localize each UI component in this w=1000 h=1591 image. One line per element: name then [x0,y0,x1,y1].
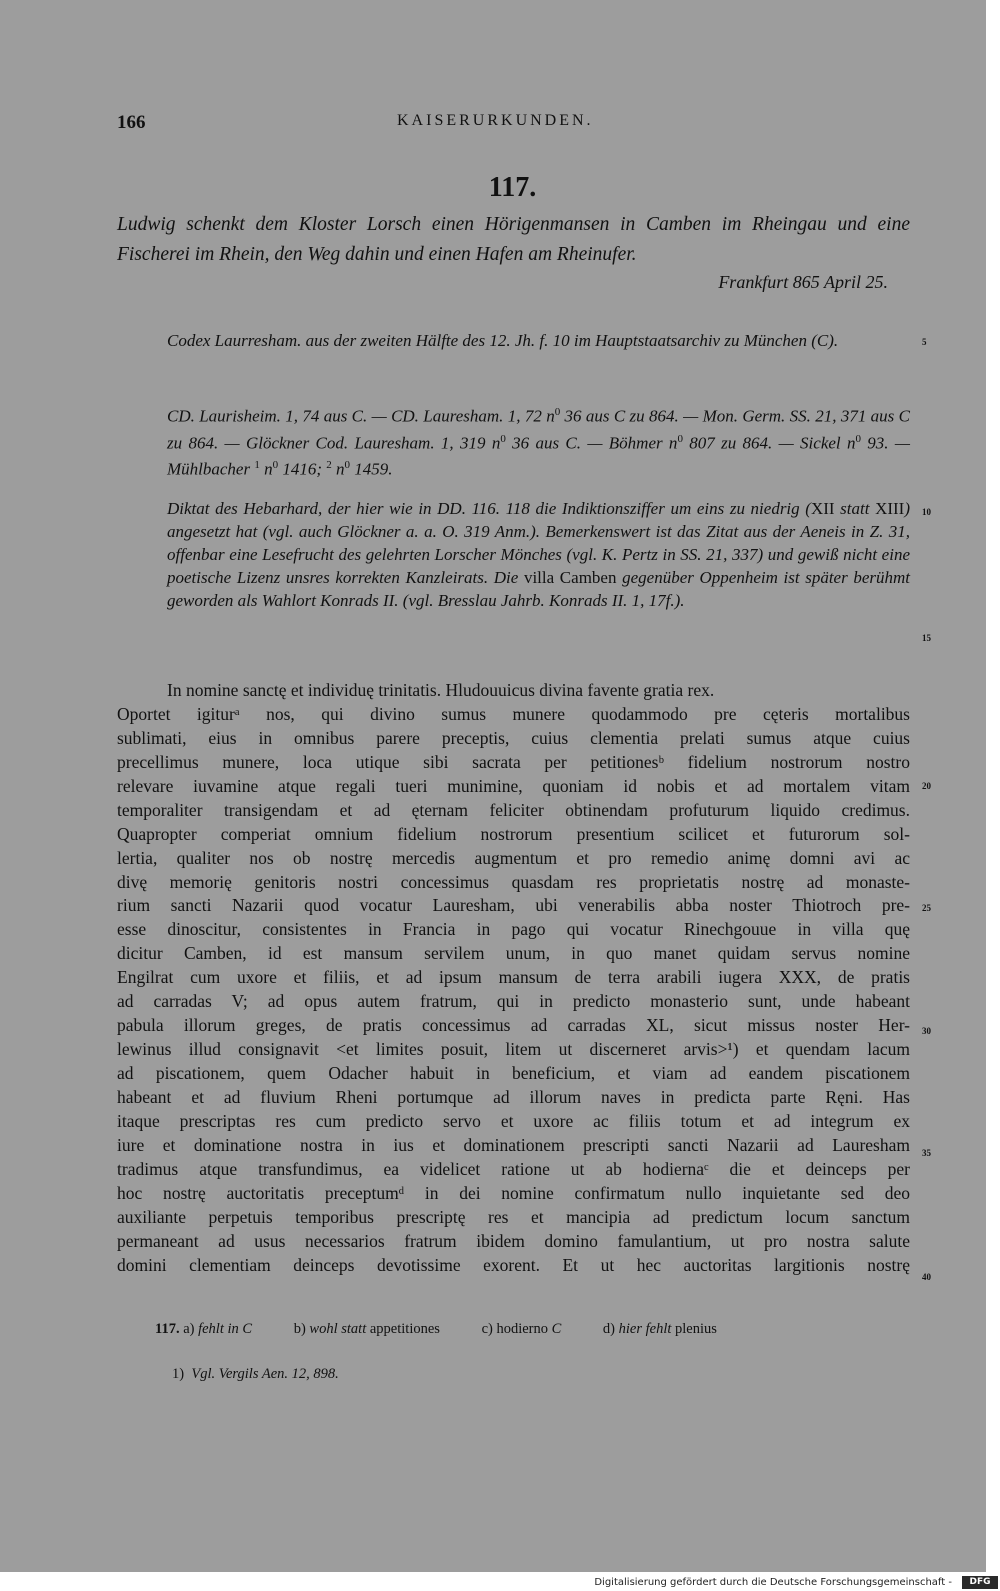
text-line: sublimati, eius in omnibus parere preceptis, cuius clementia prelati sumus atque cuius [117,727,910,748]
margin-line-number: 10 [922,507,931,517]
critical-apparatus [155,1321,755,1338]
remarks-note: Diktat des Hebarhard, der hier wie in DD. 116. 118 die Indiktionsziffer um eins zu niedrig (XII statt XIII) angesetzt hat (vgl. auch Glöckner a. a. O. 319 Anm.). Bemerkenswert ist das Zitat aus der Aeneis in Z. 31, offenbar eine Lesefrucht des gelehrten Lorscher Mönches (vgl. K. Pertz in SS. 21, 337) und gewiß nicht eine poetische Lizenz unsres korrekten Kanzleirats. Die villa Camben gegenüber Oppenheim ist später berühmt geworden als Wahlort Konrads II. (vgl. Bresslau Jahrb. Konrads II. 1, 17f.). [167,499,911,610]
text-line: rium sancti Nazarii quod vocatur Lauresham, ubi venerabilis abba noster Thiotroch pre- [117,895,910,916]
text-line: ad carradas V; ad opus autem fratrum, qui in predicto monasterio sunt, unde habeant [117,991,910,1012]
text-line: Quapropter comperiat omnium fidelium nostrorum presentium scilicet et futurorum sol- [117,823,910,844]
text-line: ad piscationem, quem Odacher habuit in beneficium, et viam ad eandem piscationem [117,1063,910,1083]
charter-text [117,679,910,1277]
text-line: hoc nostrę auctoritatis preceptumᵈ in dei nomine confirmatum nullo inquietante sed deo [117,1182,910,1203]
text-line: permaneant ad usus necessarios fratrum ibidem domino famulantium, ut pro nostra salute [117,1230,910,1251]
text-line: divę memorię genitoris nostri concessimus quasdam res proprietatis nostrę ad monaste- [117,871,910,892]
text-line: domini clementiam deinceps devotissime exorent. Et ut hec auctoritas largitionis nostrę [117,1254,910,1275]
regest: Ludwig schenkt dem Kloster Lorsch einen Hörigenmansen in Camben im Rheingau und eine Fischerei im Rhein, den Weg dahin und einen Hafen am Rheinufer. [117,214,910,265]
text-line: esse dinoscitur, consistentes in Francia in pago qui vocatur Rinechgouue in villa quę [117,919,910,940]
text-line: auxiliante perpetuis temporibus prescriptę res et mancipia ad predictum locum sanctum [117,1206,910,1227]
footnote: 1) Vgl. Vergils Aen. 12, 898. [172,1366,339,1382]
dfg-logo: DFG [962,1576,998,1589]
apparatus-item-c: c) hodierno C [481,1321,562,1337]
document-number: 117. [488,172,537,203]
margin-line-number: 35 [922,1148,931,1158]
text-line: lertia, qualiter nos ob nostrę mercedis augmentum et pro remedio animę domni avi ac [117,847,910,868]
text-line: iure et dominatione nostra in ius et dominationem prescripti sancti Nazarii ad Lauresham [117,1134,910,1155]
tradition-note: Codex Laurresham. aus der zweiten Hälfte des 12. Jh. f. 10 im Hauptstaatsarchiv zu München (C). [167,331,839,350]
text-line: Engilrat cum uxore et filiis, et ad ipsum mansum de terra arabili iugera XXX, de pratis [117,967,910,988]
running-title: KAISERURKUNDEN. [397,112,594,129]
apparatus-item-b: b) wohl statt appetitiones [293,1321,440,1337]
margin-line-number: 5 [922,337,927,347]
text-line: lewinus illud consignavit <et limites posuit, litem ut discerneret arvis>¹) et quendam lacum [117,1039,910,1060]
margin-line-number: 15 [922,633,931,643]
text-line: temporaliter transigendam et ad ęternam feliciter obtinendam profuturum liquido credimus. [117,799,910,820]
apparatus-item-a: 117. a) fehlt in C [155,1321,253,1337]
margin-line-number: 25 [922,903,931,913]
text-line: itaque prescriptas res cum predicto servo et uxore ac filiis totum et ad integrum ex [117,1110,910,1131]
text-line: dicitur Camben, id est mansum servilem unum, in quo manet quidam servus nomine [117,943,910,964]
text-line: habeant et ad fluvium Rheni portumque ad illorum naves in predicta parte Ręni. Has [117,1086,910,1107]
prints-note: CD. Laurisheim. 1, 74 aus C. — CD. Lauresham. 1, 72 $n^0$ 36 aus C zu 864. — Mon. Germ. SS. 21, 371 aus C zu 864. — Glöckner Cod. Lauresham. 1, 319 $n^0$ 36 aus C. — Böhmer $n^0$ 807 zu 864. — Sickel $n^0$ 93. — Mühlbacher $^1$ $n^0$ 1416; $^2$ $n^0$ 1459. [167,406,910,479]
apparatus-item-d: d) hier fehlt plenius [602,1321,717,1337]
date-line: Frankfurt 865 April 25. [718,272,888,292]
text-line: tradimus atque transfundimus, ea videlicet ratione ut ab hodiernaᶜ die et deinceps per [117,1158,910,1179]
text-line: Oportet igiturᵃ nos, qui divino sumus munere quodammodo pre cęteris mortalibus [117,703,910,724]
digitization-credit: Digitalisierung gefördert durch die Deutsche Forschungsgemeinschaft - [594,1577,952,1588]
running-head [117,112,917,134]
text-line: pabula illorum greges, de pratis concessimus ad carradas XL, sicut missus noster Her- [117,1015,910,1036]
page-number: 166 [117,112,146,133]
margin-line-number: 20 [922,781,931,791]
margin-line-number: 30 [922,1026,931,1036]
text-line: In nomine sanctę et individuę trinitatis. Hludouuicus divina favente gratia rex. [167,680,715,700]
text-line: precellimus munere, loca utique sibi sacrata per petitionesᵇ fidelium nostrorum nostro [117,751,910,772]
margin-line-number: 40 [922,1272,931,1282]
text-line: relevare iuvamine atque regali tueri munimine, quoniam id nobis et ad mortalem vitam [117,775,910,796]
